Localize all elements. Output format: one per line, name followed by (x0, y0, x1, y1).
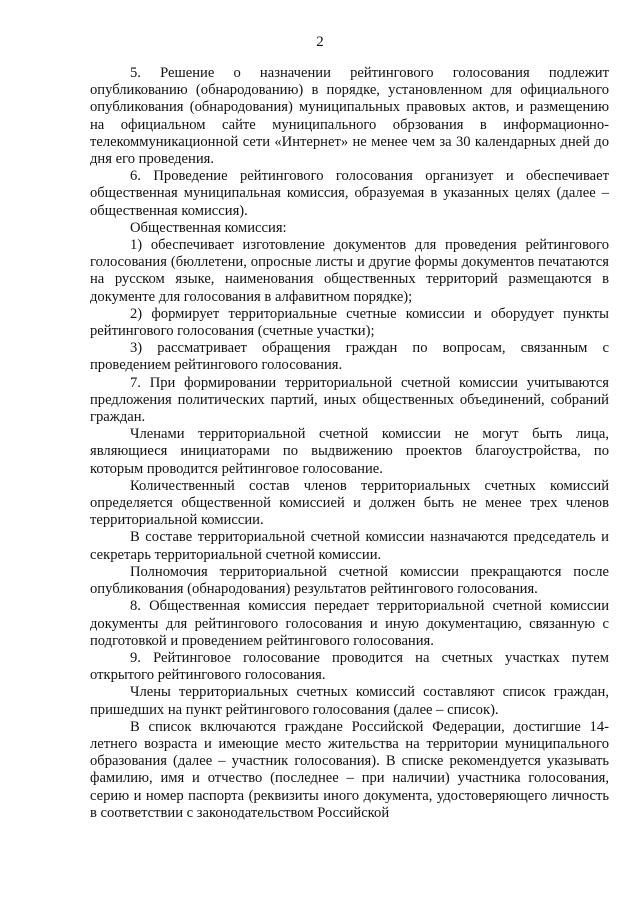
document-body (90, 65, 609, 822)
paragraph-members-count: Количественный состав членов территориальных счетных комиссий определяется общественной комиссией и должен быть не менее трех членов территориальной комиссии. (90, 477, 609, 529)
paragraph-commission-intro: Общественная комиссия: (130, 219, 287, 236)
paragraph-8-documents-transfer: 8. Общественная комиссия передает территориальной счетной комиссии документы для рейтингового голосования и иную документацию, связанную с подготовкой и проведением рейтингового голосования. (90, 598, 609, 649)
paragraph-members-restriction: Членами территориальной счетной комиссии не могут быть лица, являющиеся инициаторами по выдвижению проектов благоустройства, по которым проводится рейтинговое голосование. (90, 426, 609, 477)
paragraph-5-publication: 5. Решение о назначении рейтингового голосования подлежит опубликованию (обнародованию) в порядке, установленном для официального опубликования (обнародования) муниципальных правовых актов, и размещению на официальном сайте муниципального обрзования в информационно-телекоммуникационной сети «Интернет» не менее чем за 30 календарных дней до дня его проведения. (90, 65, 609, 168)
list-item-1-documents: 1) обеспечивает изготовление документов для проведения рейтингового голосования (бюллетени, опросные листы и другие формы документов печатаются на русском языке, наименования общественных территорий размещаются в документе для голосования в алфавитном порядке); (90, 237, 609, 305)
paragraph-9-voting: 9. Рейтинговое голосование проводится на счетных участках путем открытого рейтингового голосования. (90, 649, 609, 684)
list-item-2-commissions: 2) формирует территориальные счетные комиссии и оборудует пункты рейтингового голосования (счетные участки); (90, 305, 609, 340)
paragraph-list-inclusion: В список включаются граждане Российской Федерации, достигшие 14-летнего возраста и имеющие место жительства на территории муниципального образования (далее – участник голосования). В списке рекомендуется указывать фамилию, имя и отчество (последнее – при наличии) участника голосования, серию и номер паспорта (реквизиты иного документа, удостоверяющего личность в соответствии с законодательством Российской (90, 718, 609, 821)
list-item-3-appeals: 3) рассматривает обращения граждан по вопросам, связанным с проведением рейтингового голосования. (90, 340, 609, 374)
paragraph-chair-secretary: В составе территориальной счетной комиссии назначаются председатель и секретарь территориальной счетной комиссии. (90, 529, 609, 563)
paragraph-powers-termination: Полномочия территориальной счетной комиссии прекращаются после опубликования (обнародования) результатов рейтингового голосования. (90, 563, 609, 598)
page-number: 2 (316, 34, 324, 50)
paragraph-6-organization: 6. Проведение рейтингового голосования организует и обеспечивает общественная муниципальная комиссия, образуемая в указанных целях (далее – общественная комиссия). (90, 168, 609, 219)
paragraph-voter-list: Члены территориальных счетных комиссий составляют список граждан, пришедших на пункт рейтингового голосования (далее – список). (90, 684, 609, 718)
paragraph-7-proposals: 7. При формировании территориальной счетной комиссии учитываются предложения политических партий, иных общественных объединений, собраний граждан. (90, 374, 609, 426)
